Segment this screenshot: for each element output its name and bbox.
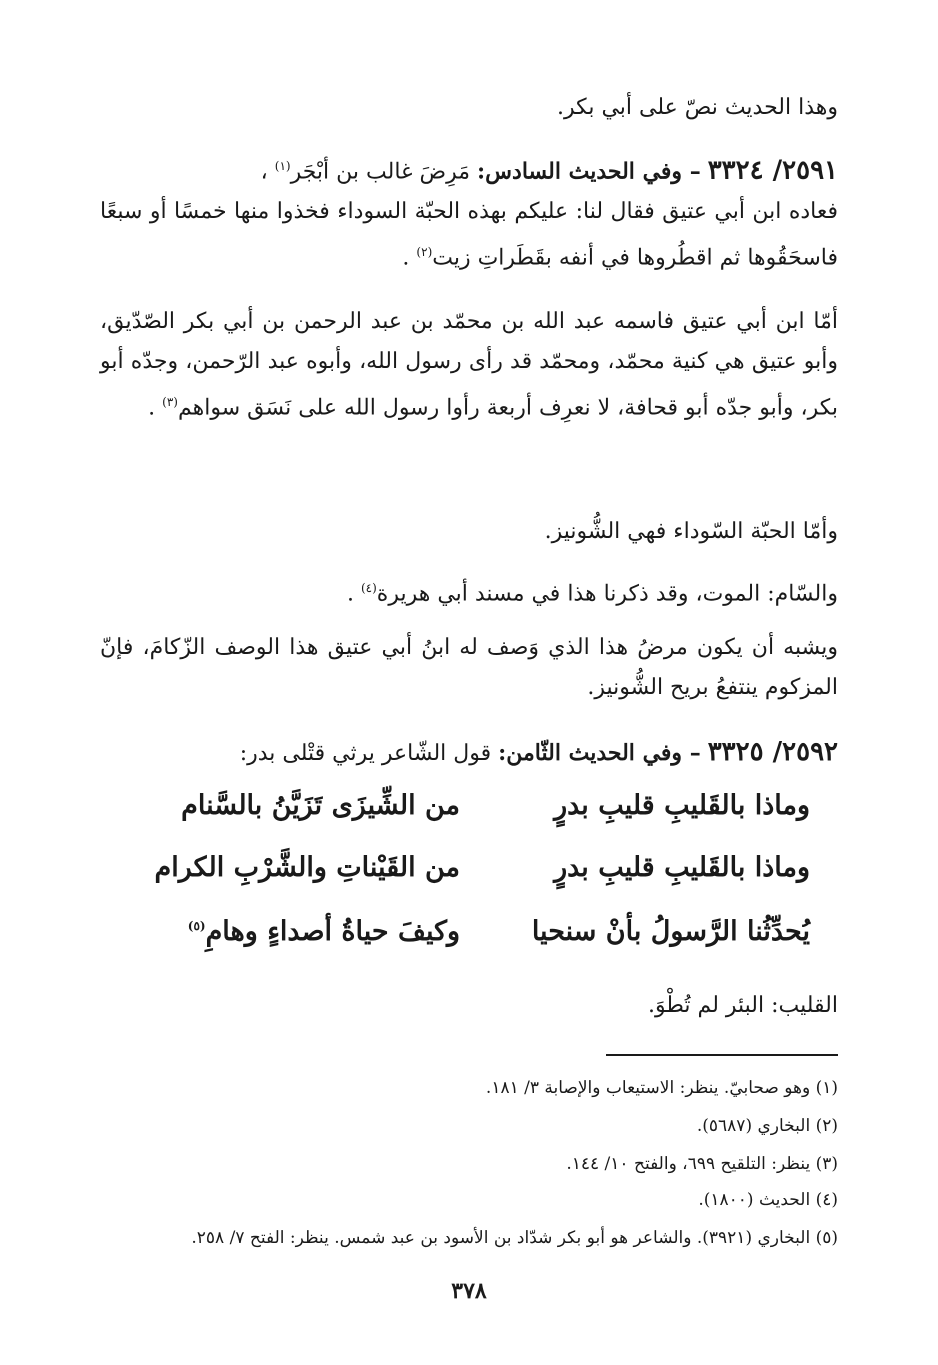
footnote-ref: (٤) <box>360 581 377 595</box>
verse-2-second-hemistich: من القَيْناتِ والشَّرْبِ الكرام <box>154 852 460 883</box>
paragraph-text: فعاده ابن أبي عتيق فقال لنا: عليكم بهذه الحبّة السوداء فخذوا منها خمسًا أو سبعًا فاسحَقُوها ثم اقطُروها في أنفه بقَطَراتِ زيت <box>100 199 838 271</box>
verse-1-second-hemistich: من الشِّيزَى تَزَيَّنُ بالسَّنام <box>181 790 460 821</box>
para-end: . <box>346 581 354 607</box>
intro-line: وهذا الحديث نصّ على أبي بكر. <box>557 95 838 120</box>
heading-punct: ، <box>260 159 268 185</box>
hemistich-text: وكيفَ حياةُ أصداءٍ وهامِ <box>205 916 460 947</box>
verse-2-first-hemistich: وماذا بالقَليبِ قليبِ بدرٍ <box>554 852 810 883</box>
footnote-ref: (٥) <box>187 919 206 933</box>
paragraph-black-seed: وأمّا الحبّة السّوداء فهي الشُّونيز. <box>544 519 838 544</box>
verse-1-first-hemistich: وماذا بالقَليبِ قليبِ بدرٍ <box>554 790 810 821</box>
footnote-5: (٥) البخاري (٣٩٢١). والشاعر هو أبو بكر شدّاد بن الأسود بن عبد شمس. ينظر: الفتح ٧/ ٢٥٨. <box>191 1228 838 1248</box>
footnote-ref: (٢) <box>416 245 433 260</box>
hadith-label: – وفي الحديث الثّامن: <box>498 740 701 766</box>
para-end: . <box>402 245 410 271</box>
para-end: . <box>148 395 156 421</box>
paragraph-qalib: القليب: البئر لم تُطْوَ. <box>648 993 838 1018</box>
hadith-body: مَرِضَ غالب بن أبْجَر <box>290 159 471 185</box>
hadith-label: – وفي الحديث السادس: <box>477 158 701 185</box>
paragraph-text: أمّا ابن أبي عتيق فاسمه عبد الله بن محمّد بن عبد الرحمن بن أبي بكر الصّدّيق، وأبو عتيق هي كنية محمّد، ومحمّد قد رأى رسول الله، وأبوه عبد الرّحمن، وجدّه أبو بكر، وأبو جدّه أبو قحافة، لا نعرِف أربعة رأوا رسول الله على نَسَق سواهم <box>100 309 838 421</box>
paragraph-text: والسّام: الموت، وقد ذكرنا هذا في مسند أبي هريرة <box>376 581 838 607</box>
footnote-3: (٣) ينظر: التلقيح ٦٩٩، والفتح ١٠/ ١٤٤. <box>566 1154 838 1174</box>
hadith-2591-text <box>100 192 838 278</box>
hadith-body: قول الشّاعر يرثي قتْلى بدر: <box>239 741 492 766</box>
hadith-number: ٢٥٩١/ ٣٣٢٤ <box>707 155 838 186</box>
footnote-separator <box>606 1054 838 1056</box>
verse-3-first-hemistich: يُحدِّثُنا الرَّسولُ بأنْ سنحيا <box>531 916 810 947</box>
paragraph-ibn-abi-atiq <box>100 302 838 428</box>
footnote-4: (٤) الحديث (١٨٠٠). <box>698 1190 838 1210</box>
hadith-2591-heading <box>100 146 838 192</box>
footnote-2: (٢) البخاري (٥٦٨٧). <box>696 1116 838 1136</box>
footnote-ref: (٣) <box>162 395 178 409</box>
hadith-number: ٢٥٩٢/ ٣٣٢٥ <box>707 737 838 767</box>
paragraph-zukam: ويشبه أن يكون مرضُ هذا الذي وَصف له ابنُ أبي عتيق هذا الوصف الزّكامَ، فإنّ المزكوم ينتفعُ بريح الشُّونيز. <box>100 635 838 700</box>
page-number: ٣٧٨ <box>451 1278 487 1304</box>
verse-3-second-hemistich <box>188 916 460 947</box>
footnote-1: (١) وهو صحابيّ. ينظر: الاستيعاب والإصابة ٣/ ١٨١. <box>485 1078 838 1098</box>
footnote-ref: (١) <box>274 159 291 173</box>
hadith-2591 <box>100 146 838 279</box>
paragraph-sam <box>100 568 838 614</box>
hadith-2592-heading <box>100 732 838 774</box>
